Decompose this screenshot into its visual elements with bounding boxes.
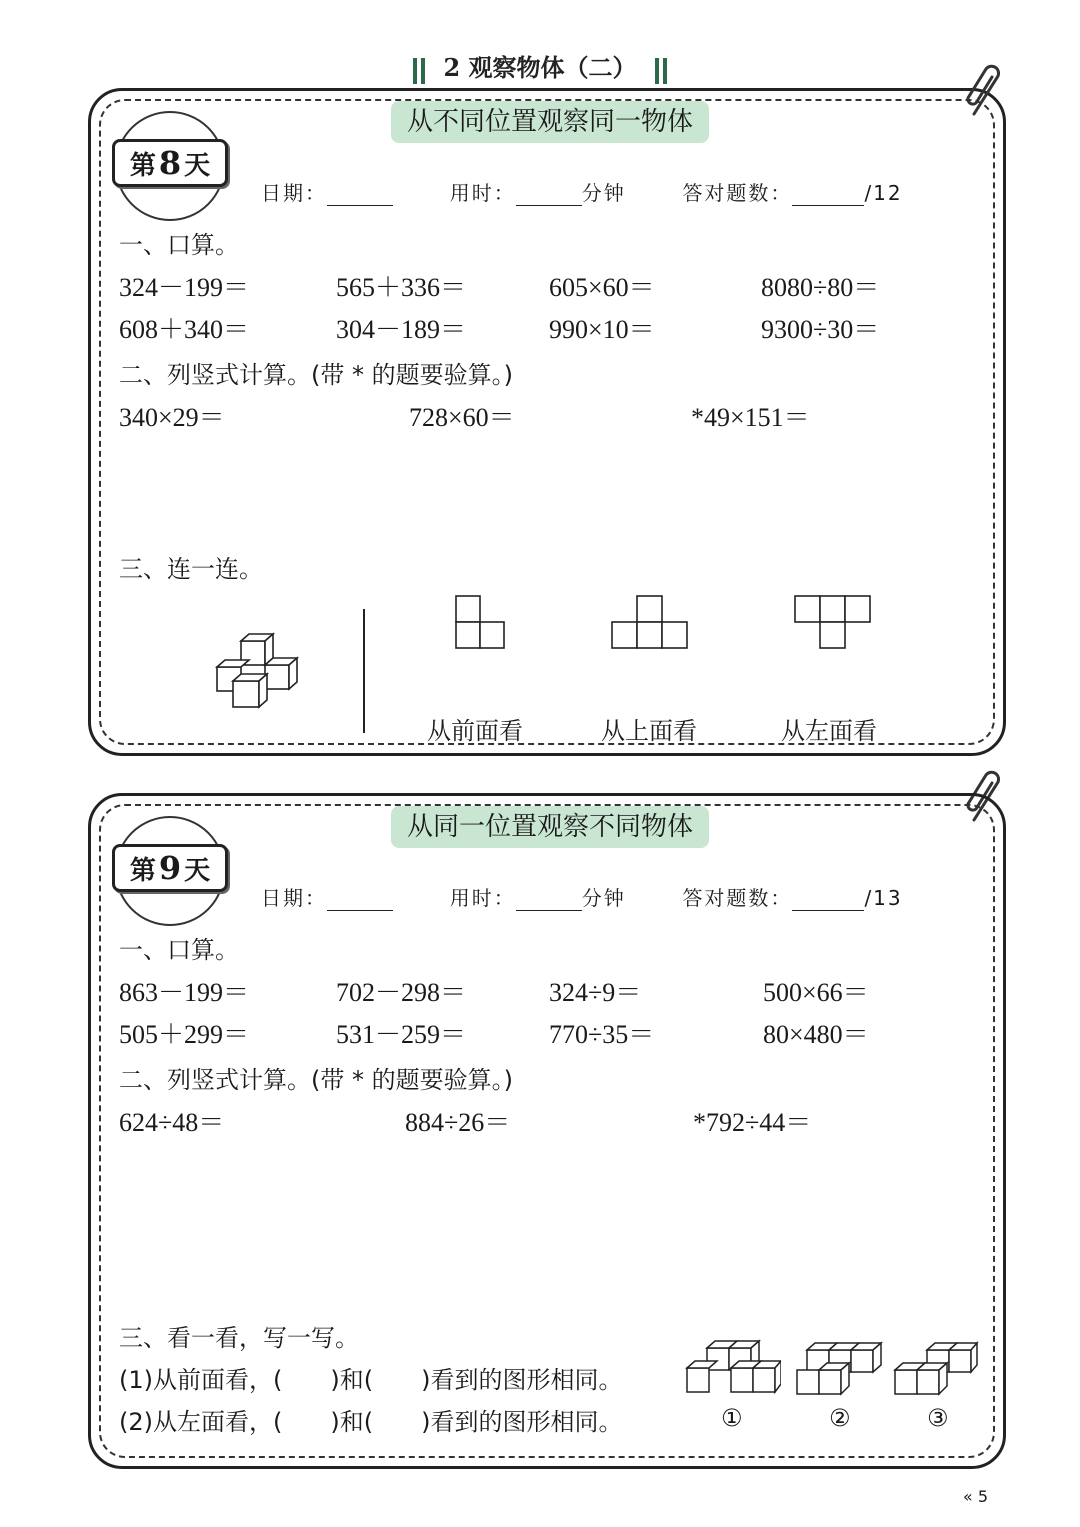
day8-view-label-front: 从前面看 <box>427 717 523 745</box>
day9-shape-label-1: ① <box>721 1404 743 1432</box>
day9-oral-3: 324÷9＝ <box>549 978 642 1007</box>
day8-view-shape-1 <box>455 595 507 651</box>
day9-question-1: (1)从前面看，( )和( )看到的图形相同。 <box>119 1366 623 1394</box>
day9-cube-group-3 <box>893 1340 979 1398</box>
day8-vertical-2: 728×60＝ <box>409 403 515 432</box>
day9-vertical-3: *792÷44＝ <box>693 1108 812 1137</box>
day8-info-row <box>261 177 961 206</box>
day8-view-label-left: 从左面看 <box>781 717 877 745</box>
day8-score-blank[interactable] <box>792 185 864 206</box>
header-bars-left <box>411 55 427 85</box>
day9-score-blank[interactable] <box>792 890 864 911</box>
day9-vertical-2: 884÷26＝ <box>405 1108 511 1137</box>
day9-card <box>88 793 1006 1469</box>
chapter-header <box>0 48 1080 84</box>
day8-cube-object <box>211 631 301 717</box>
day8-oral-7: 990×10＝ <box>549 315 655 344</box>
day8-date-label: 日期： <box>261 181 327 205</box>
day9-cube-group-1 <box>685 1338 781 1398</box>
day9-time-label: 用时： <box>449 886 516 910</box>
day9-badge-prefix: 第 <box>129 856 156 886</box>
day9-badge-suffix: 天 <box>184 856 211 886</box>
day8-date-blank[interactable] <box>327 185 393 206</box>
day8-oral-2: 565＋336＝ <box>336 273 467 302</box>
day8-topic-banner: 从不同位置观察同一物体 <box>391 101 709 143</box>
day9-time-unit: 分钟 <box>581 886 626 910</box>
day9-badge-number: 9 <box>158 849 182 887</box>
day8-section1-title: 一、口算。 <box>119 231 239 259</box>
day8-score-label: 答对题数： <box>682 181 793 205</box>
header-bars-right <box>653 55 669 85</box>
day9-score-label: 答对题数： <box>682 886 793 910</box>
day8-section2-title: 二、列竖式计算。(带 * 的题要验算。) <box>119 361 513 389</box>
day9-shape-label-3: ③ <box>927 1404 949 1432</box>
day9-oral-5: 505＋299＝ <box>119 1020 250 1049</box>
day9-shape-label-2: ② <box>829 1404 851 1432</box>
day9-oral-6: 531－259＝ <box>336 1020 467 1049</box>
day8-view-shape-2 <box>611 595 691 651</box>
page-number-value: 5 <box>977 1487 988 1506</box>
day8-badge-suffix: 天 <box>184 151 211 181</box>
day8-score-total: /12 <box>864 181 903 205</box>
day9-time-blank[interactable] <box>516 890 582 911</box>
page-mark: « <box>962 1487 973 1506</box>
day9-score-total: /13 <box>864 886 903 910</box>
day8-oral-1: 324－199＝ <box>119 273 250 302</box>
day9-oral-7: 770÷35＝ <box>549 1020 655 1049</box>
day9-date-blank[interactable] <box>327 890 393 911</box>
day8-divider-line <box>363 609 365 733</box>
day8-oral-3: 605×60＝ <box>549 273 655 302</box>
day8-time-label: 用时： <box>449 181 516 205</box>
day9-badge <box>115 816 225 926</box>
day8-oral-6: 304－189＝ <box>336 315 467 344</box>
day8-oral-5: 608＋340＝ <box>119 315 250 344</box>
day9-oral-1: 863－199＝ <box>119 978 250 1007</box>
day8-oral-4: 8080÷80＝ <box>761 273 880 302</box>
day8-badge <box>115 111 225 221</box>
day8-badge-prefix: 第 <box>129 151 156 181</box>
day9-oral-4: 500×66＝ <box>763 978 869 1007</box>
day8-badge-plate <box>112 139 228 187</box>
day8-time-blank[interactable] <box>516 185 582 206</box>
day8-badge-number: 8 <box>158 144 182 182</box>
day9-badge-plate <box>112 844 228 892</box>
day9-section3-title: 三、看一看，写一写。 <box>119 1324 359 1352</box>
day8-section3-title: 三、连一连。 <box>119 555 263 583</box>
day9-vertical-1: 624÷48＝ <box>119 1108 225 1137</box>
day9-section1-title: 一、口算。 <box>119 936 239 964</box>
page-number <box>963 1487 988 1506</box>
day9-oral-8: 80×480＝ <box>763 1020 869 1049</box>
day8-vertical-1: 340×29＝ <box>119 403 225 432</box>
day9-oral-2: 702－298＝ <box>336 978 467 1007</box>
paper-clip-icon <box>962 62 1008 120</box>
day9-date-label: 日期： <box>261 886 327 910</box>
day8-card <box>88 88 1006 756</box>
chapter-title: 2 观察物体（二） <box>443 53 637 82</box>
day8-vertical-3: *49×151＝ <box>691 403 810 432</box>
day9-question-2: (2)从左面看，( )和( )看到的图形相同。 <box>119 1408 623 1436</box>
day8-view-shape-3 <box>794 595 874 651</box>
day8-view-label-top: 从上面看 <box>601 717 697 745</box>
day9-section2-title: 二、列竖式计算。(带 * 的题要验算。) <box>119 1066 513 1094</box>
day9-info-row <box>261 882 961 911</box>
day9-topic-banner: 从同一位置观察不同物体 <box>391 806 709 848</box>
day8-time-unit: 分钟 <box>581 181 626 205</box>
day8-oral-8: 9300÷30＝ <box>761 315 880 344</box>
day9-cube-group-2 <box>793 1340 883 1398</box>
